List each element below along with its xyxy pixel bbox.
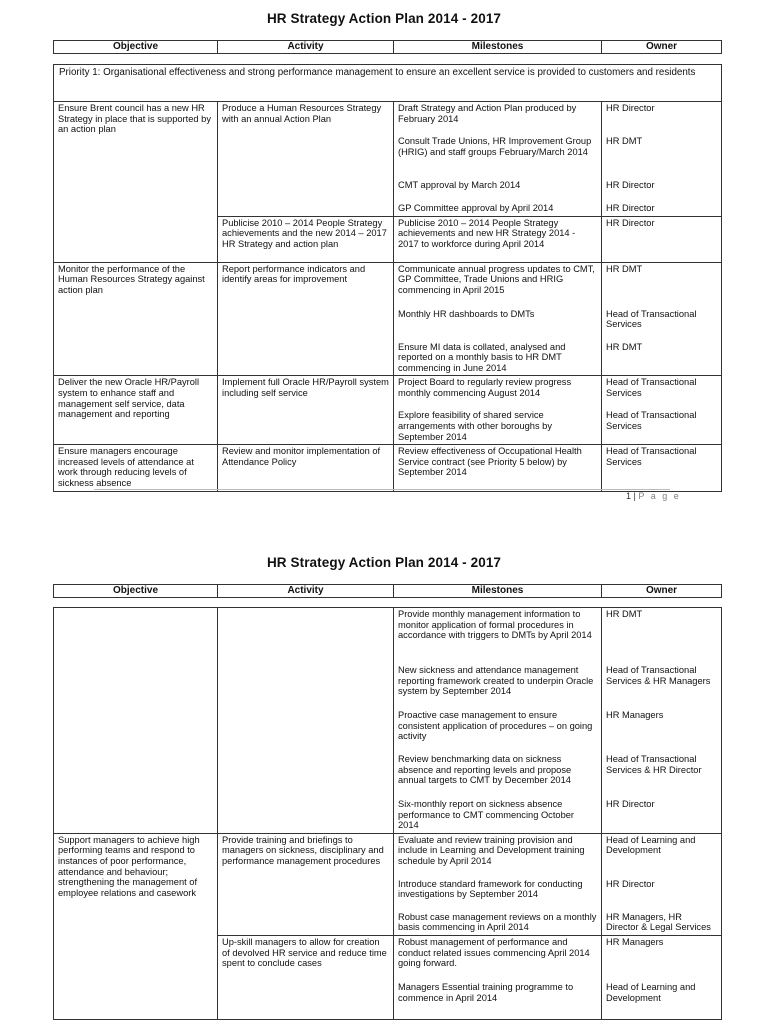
- owner-cell: [602, 608, 722, 834]
- activity-text: Publicise 2010 – 2014 People Strategy achievements and the new 2014 – 2017 HR Strategy and action plan: [222, 217, 387, 249]
- activity-text: Up-skill managers to allow for creation of devolved HR service and reduce time spent to conclude cases: [222, 936, 387, 969]
- owner-text: Head of Transactional Services: [606, 446, 697, 467]
- table-row: [54, 262, 722, 376]
- activity-cell: [218, 833, 394, 935]
- owner-cell: [602, 216, 722, 262]
- owner-text: HR DMT: [606, 136, 643, 146]
- owner-cell: [602, 262, 722, 376]
- owner-text: HR DMT: [606, 263, 643, 274]
- owner-cell: [602, 376, 722, 445]
- owner-text: HR Director: [606, 203, 655, 213]
- milestone-text: Managers Essential training programme to commence in April 2014: [398, 981, 574, 1003]
- owner-cell: [602, 833, 722, 935]
- objective-text: Ensure managers encourage increased levels of attendance at work through reducing levels of sickness absence: [58, 446, 194, 488]
- activity-text: Implement full Oracle HR/Payroll system including self service: [222, 377, 389, 398]
- owner-text: Head of Learning and Development: [606, 834, 696, 856]
- objective-cell: [54, 102, 218, 263]
- activity-text: Produce a Human Resources Strategy with an annual Action Plan: [222, 103, 382, 124]
- owner-text: Head of Transactional Services & HR Managers: [606, 665, 711, 686]
- milestone-text: Robust management of performance and conduct related issues commencing April 2014 going forward.: [398, 936, 590, 969]
- activity-cell: [218, 262, 394, 376]
- table-row: [54, 833, 722, 935]
- milestone-text: Evaluate and review training provision and include in Learning and Development training schedule by April 2014: [398, 834, 585, 866]
- priority-text: Priority 1: Organisational effectiveness and strong performance management to ensure an excellent service is provided to customers and residents: [59, 67, 696, 78]
- owner-text: HR Director: [606, 799, 655, 809]
- owner-text: HR Director: [606, 180, 655, 190]
- milestone-text: Explore feasibility of shared service arrangements with other boroughs by September 2014: [398, 410, 553, 442]
- page-number-value: 1: [626, 491, 632, 501]
- owner-text: Head of Transactional Services: [606, 410, 697, 431]
- milestone-text: Draft Strategy and Action Plan produced by February 2014: [398, 103, 577, 124]
- milestones-cell: [394, 935, 602, 1019]
- activity-text: Review and monitor implementation of Attendance Policy: [222, 446, 381, 467]
- plan-table: [53, 607, 722, 1020]
- milestones-cell: [394, 216, 602, 262]
- owner-text: HR Managers: [606, 710, 664, 720]
- milestone-text: Review benchmarking data on sickness absence and reporting levels and propose annual targets to CMT by December 2014: [398, 754, 572, 786]
- owner-text: HR Director: [606, 217, 655, 228]
- objective-header: Objective: [54, 585, 218, 598]
- milestones-header: Milestones: [394, 585, 602, 598]
- milestone-text: Consult Trade Unions, HR Improvement Group (HRIG) and staff groups February/March 2014: [398, 136, 592, 157]
- milestone-text: Six-monthly report on sickness absence performance to CMT commencing October 2014: [398, 799, 575, 831]
- activity-header: Activity: [218, 585, 394, 598]
- header-table: [53, 40, 722, 54]
- page-title: HR Strategy Action Plan 2014 - 2017: [266, 11, 502, 26]
- objective-text: Support managers to achieve high performing teams and respond to instances of poor performance, attendance and behaviour; strengthening the management of employee relations and casework: [58, 834, 200, 898]
- owner-text: HR Director: [606, 103, 655, 113]
- objective-cell: [54, 833, 218, 1019]
- owner-text: HR Managers, HR Director & Legal Services: [606, 911, 711, 933]
- milestone-text: Proactive case management to ensure consistent application of procedures – on going activity: [398, 710, 593, 742]
- milestones-cell: [394, 833, 602, 935]
- milestone-text: Provide monthly management information to monitor application of formal procedures in accordance with triggers to DMTs by April 2014: [398, 609, 592, 641]
- page-title: HR Strategy Action Plan 2014 - 2017: [266, 555, 502, 570]
- objective-cell: [54, 608, 218, 834]
- page-number: 1 | P a g e: [626, 491, 681, 501]
- owner-text: HR Director: [606, 878, 655, 889]
- milestone-text: Project Board to regularly review progress monthly commencing August 2014: [398, 377, 572, 398]
- owner-text: Head of Transactional Services: [606, 308, 697, 330]
- milestones-cell: [394, 262, 602, 376]
- objective-cell: [54, 376, 218, 445]
- objective-cell: [54, 262, 218, 376]
- owner-cell: [602, 935, 722, 1019]
- milestone-text: Review effectiveness of Occupational Health Service contract (see Priority 5 below) by September 2014: [398, 446, 582, 478]
- footer-rule: [94, 489, 670, 490]
- milestone-text: Communicate annual progress updates to CMT, GP Committee, Trade Unions and HRIG commencing in April 2015: [398, 263, 595, 295]
- owner-header: Owner: [602, 585, 722, 598]
- activity-header: Activity: [218, 41, 394, 54]
- owner-text: HR DMT: [606, 341, 643, 352]
- owner-text: Head of Learning and Development: [606, 981, 696, 1003]
- table-row: [54, 376, 722, 445]
- table-row: [54, 102, 722, 217]
- milestone-text: Robust case management reviews on a monthly basis commencing in April 2014: [398, 911, 597, 933]
- header-table: [53, 584, 722, 598]
- owner-header: Owner: [602, 41, 722, 54]
- milestone-text: Ensure MI data is collated, analysed and reported on a monthly basis to HR DMT commencing in June 2014: [398, 341, 566, 373]
- milestone-text: GP Committee approval by April 2014: [398, 203, 554, 213]
- owner-text: HR DMT: [606, 609, 643, 619]
- page-word: P a g e: [638, 491, 681, 501]
- milestone-text: New sickness and attendance management reporting framework created to underpin Oracle system by September 2014: [398, 665, 594, 697]
- owner-cell: [602, 445, 722, 491]
- priority-banner: [54, 65, 722, 102]
- objective-text: Ensure Brent council has a new HR Strategy in place that is supported by an action plan: [58, 103, 211, 135]
- owner-text: Head of Transactional Services: [606, 377, 697, 398]
- activity-text: Report performance indicators and identify areas for improvement: [222, 263, 366, 285]
- objective-header: Objective: [54, 41, 218, 54]
- table-row: [54, 445, 722, 491]
- milestones-cell: [394, 445, 602, 491]
- activity-cell: [218, 102, 394, 217]
- plan-table: [53, 64, 722, 492]
- milestone-text: CMT approval by March 2014: [398, 180, 521, 190]
- milestone-text: Introduce standard framework for conducting investigations by September 2014: [398, 878, 583, 900]
- activity-text: Provide training and briefings to managers on sickness, disciplinary and performance management procedures: [222, 834, 384, 866]
- table-row: [54, 608, 722, 834]
- activity-cell: [218, 935, 394, 1019]
- objective-text: Monitor the performance of the Human Resources Strategy against action plan: [58, 263, 205, 295]
- activity-cell: [218, 608, 394, 834]
- objective-cell: [54, 445, 218, 491]
- milestones-header: Milestones: [394, 41, 602, 54]
- activity-cell: [218, 445, 394, 491]
- objective-text: Deliver the new Oracle HR/Payroll system to enhance staff and management self service, data management and reporting: [58, 377, 200, 420]
- milestones-cell: [394, 376, 602, 445]
- owner-cell: [602, 102, 722, 217]
- milestone-text: Monthly HR dashboards to DMTs: [398, 308, 535, 319]
- milestones-cell: [394, 608, 602, 834]
- milestones-cell: [394, 102, 602, 217]
- activity-cell: [218, 216, 394, 262]
- owner-text: HR Managers: [606, 936, 664, 947]
- activity-cell: [218, 376, 394, 445]
- milestone-text: Publicise 2010 – 2014 People Strategy achievements and new HR Strategy 2014 - 2017 to workforce during April 2014: [398, 217, 576, 249]
- owner-text: Head of Transactional Services & HR Director: [606, 754, 702, 775]
